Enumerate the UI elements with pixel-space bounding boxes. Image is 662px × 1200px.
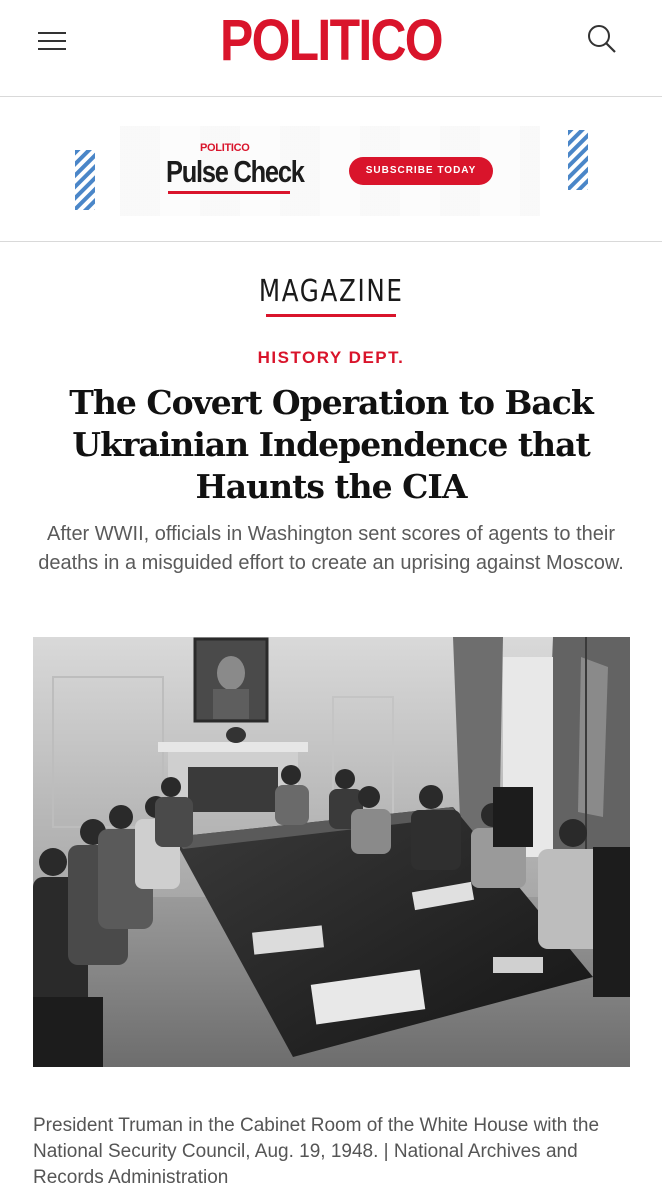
politico-logo[interactable]: POLITICO xyxy=(220,8,442,73)
ad-brand-small: POLITICO xyxy=(200,142,250,154)
article-headline: The Covert Operation to Back Ukrainian Independence that Haunts the CIA xyxy=(69,383,593,506)
article-kicker[interactable]: HISTORY DEPT. xyxy=(257,348,405,367)
section-label[interactable]: MAGAZINE xyxy=(258,274,404,309)
barber-stripe-icon xyxy=(75,150,95,210)
ad-banner[interactable] xyxy=(0,98,662,242)
subscribe-button[interactable]: SUBSCRIBE TODAY xyxy=(349,157,493,185)
article-dek: After WWII, officials in Washington sent scores of agents to their deaths in a misguided effort to create an uprising against Moscow. xyxy=(38,523,624,574)
article-photo xyxy=(33,637,630,1067)
search-icon[interactable] xyxy=(584,22,620,58)
barber-stripe-icon xyxy=(568,130,588,190)
ad-brand-title: Pulse Check xyxy=(166,154,304,189)
site-header xyxy=(0,0,662,97)
photo-caption: President Truman in the Cabinet Room of the White House with the National Security Council, Aug. 19, 1948. | National Archives and Records Administration xyxy=(33,1115,600,1188)
ad-title-underline xyxy=(168,191,290,194)
section-underline xyxy=(266,314,396,317)
